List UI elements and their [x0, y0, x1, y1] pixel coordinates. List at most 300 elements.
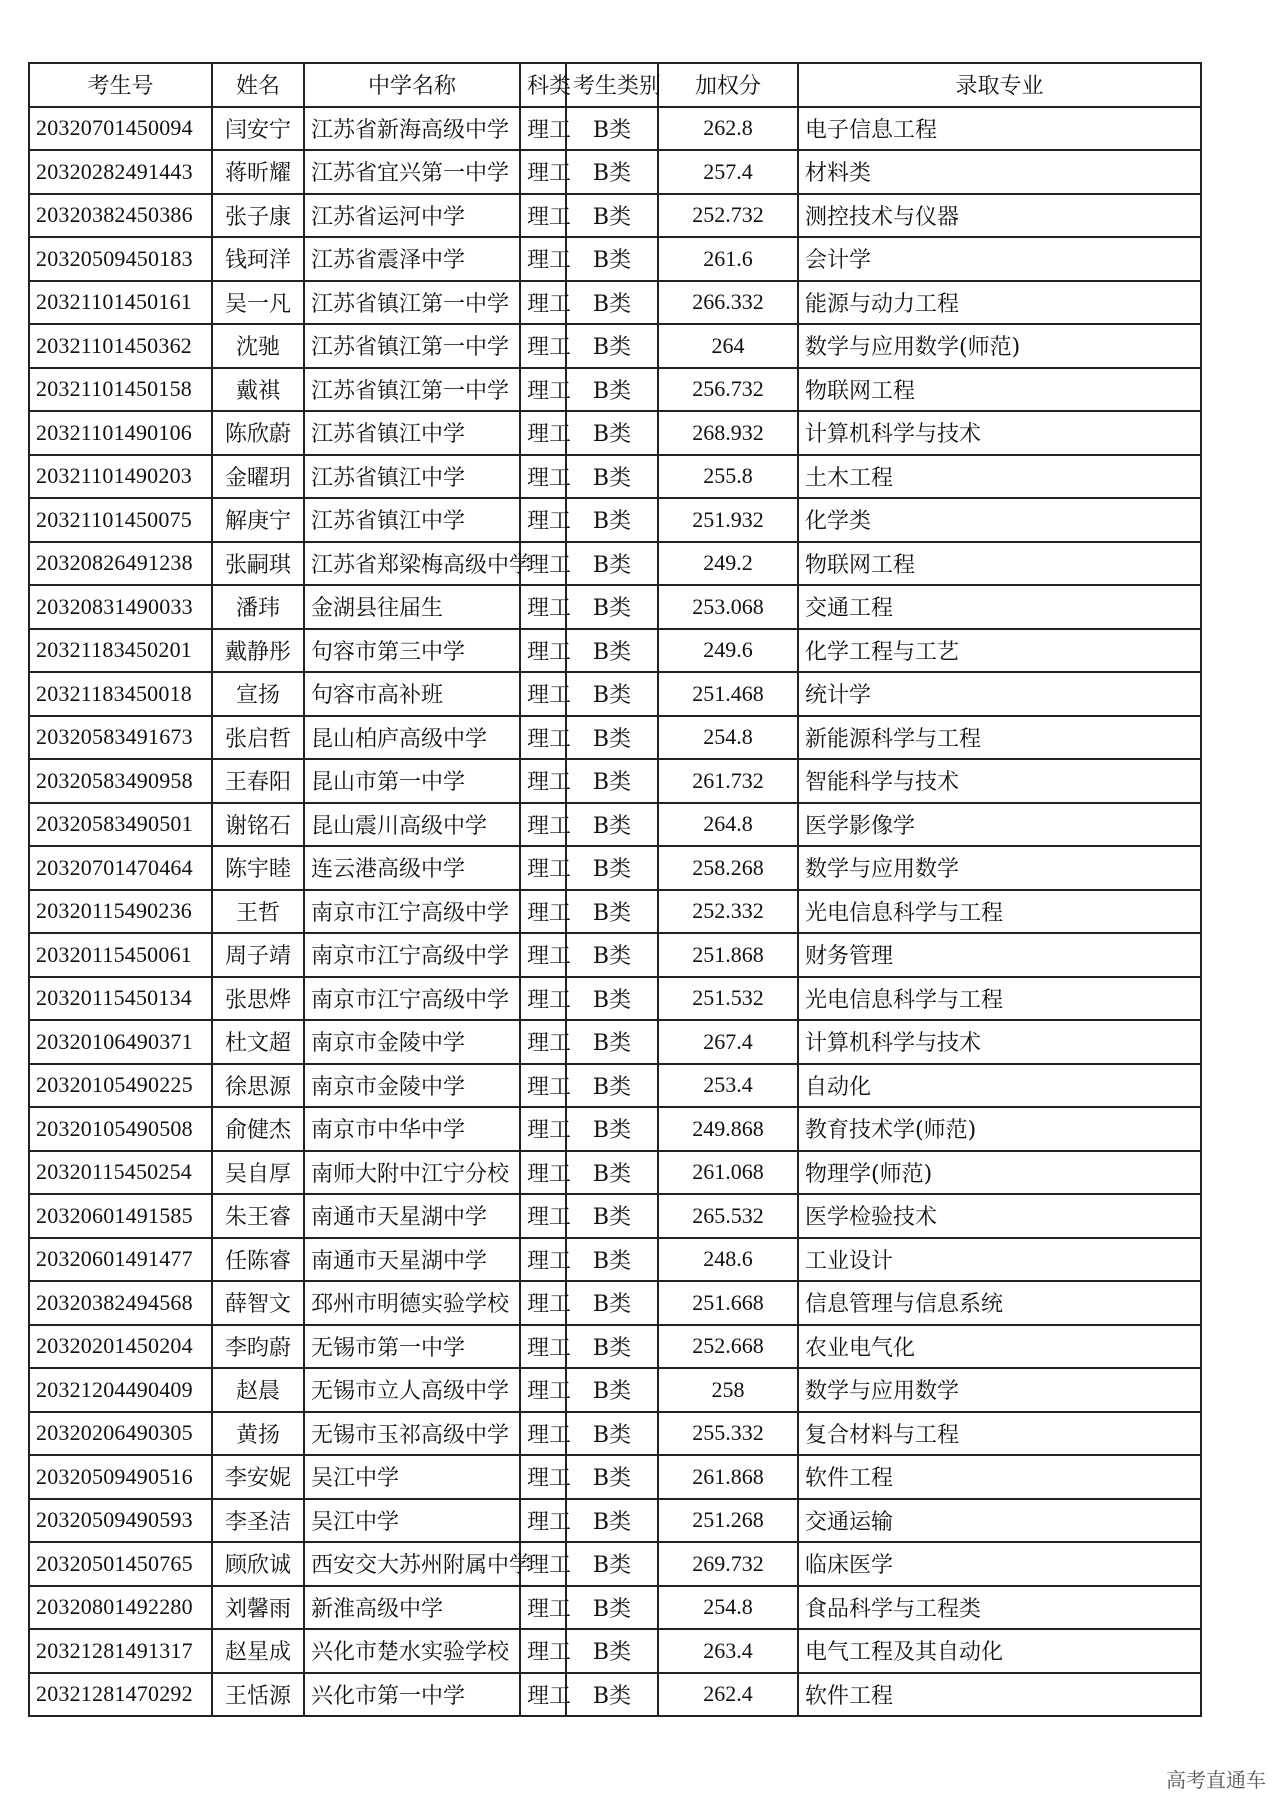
- cell-major: 数学与应用数学: [798, 846, 1201, 890]
- cell-category: B类: [566, 1194, 658, 1238]
- table-row: [29, 1542, 1201, 1586]
- cell-major: 农业电气化: [798, 1325, 1201, 1369]
- cell-subject: 理工: [520, 368, 566, 412]
- cell-category: B类: [566, 1673, 658, 1717]
- header-major: 录取专业: [798, 63, 1201, 107]
- cell-score: 249.868: [658, 1107, 798, 1151]
- cell-subject: 理工: [520, 281, 566, 325]
- cell-school: 兴化市第一中学: [304, 1673, 520, 1717]
- cell-major: 医学检验技术: [798, 1194, 1201, 1238]
- cell-student-id: 20320509490516: [29, 1455, 212, 1499]
- cell-score: 266.332: [658, 281, 798, 325]
- cell-score: 258: [658, 1368, 798, 1412]
- table-row: [29, 281, 1201, 325]
- cell-student-id: 20320509490593: [29, 1499, 212, 1543]
- cell-score: 249.2: [658, 542, 798, 586]
- cell-major: 食品科学与工程类: [798, 1586, 1201, 1630]
- cell-student-id: 20321183450201: [29, 629, 212, 673]
- cell-score: 268.932: [658, 411, 798, 455]
- cell-student-id: 20320115450254: [29, 1151, 212, 1195]
- cell-school: 江苏省镇江第一中学: [304, 368, 520, 412]
- cell-school: 新淮高级中学: [304, 1586, 520, 1630]
- cell-category: B类: [566, 1455, 658, 1499]
- cell-school: 昆山柏庐高级中学: [304, 716, 520, 760]
- cell-major: 智能科学与技术: [798, 759, 1201, 803]
- cell-student-id: 20320282491443: [29, 150, 212, 194]
- cell-student-id: 20320701470464: [29, 846, 212, 890]
- cell-category: B类: [566, 281, 658, 325]
- cell-score: 253.4: [658, 1064, 798, 1108]
- cell-major: 软件工程: [798, 1673, 1201, 1717]
- cell-category: B类: [566, 1238, 658, 1282]
- cell-subject: 理工: [520, 1107, 566, 1151]
- cell-score: 264.8: [658, 803, 798, 847]
- cell-student-id: 20320115490236: [29, 890, 212, 934]
- cell-student-id: 20320105490225: [29, 1064, 212, 1108]
- cell-school: 南师大附中江宁分校: [304, 1151, 520, 1195]
- cell-subject: 理工: [520, 1020, 566, 1064]
- cell-school: 邳州市明德实验学校: [304, 1281, 520, 1325]
- table-row: [29, 237, 1201, 281]
- cell-student-id: 20321101490203: [29, 455, 212, 499]
- cell-score: 251.668: [658, 1281, 798, 1325]
- cell-subject: 理工: [520, 1499, 566, 1543]
- cell-category: B类: [566, 933, 658, 977]
- cell-category: B类: [566, 1064, 658, 1108]
- cell-school: 昆山震川高级中学: [304, 803, 520, 847]
- cell-major: 土木工程: [798, 455, 1201, 499]
- table-row: [29, 846, 1201, 890]
- cell-student-id: 20321101450362: [29, 324, 212, 368]
- table-row: [29, 542, 1201, 586]
- table-body: [29, 107, 1201, 1717]
- cell-subject: 理工: [520, 1629, 566, 1673]
- table-row: [29, 1499, 1201, 1543]
- cell-name: 徐思源: [212, 1064, 304, 1108]
- cell-name: 沈驰: [212, 324, 304, 368]
- cell-subject: 理工: [520, 498, 566, 542]
- cell-school: 吴江中学: [304, 1455, 520, 1499]
- cell-score: 255.332: [658, 1412, 798, 1456]
- cell-category: B类: [566, 542, 658, 586]
- cell-major: 光电信息科学与工程: [798, 977, 1201, 1021]
- cell-student-id: 20320701450094: [29, 107, 212, 151]
- cell-category: B类: [566, 759, 658, 803]
- watermark-text: 高考直通车: [1166, 1768, 1266, 1792]
- cell-score: 265.532: [658, 1194, 798, 1238]
- table-row: [29, 585, 1201, 629]
- cell-score: 254.8: [658, 716, 798, 760]
- cell-score: 252.332: [658, 890, 798, 934]
- cell-name: 杜文超: [212, 1020, 304, 1064]
- cell-subject: 理工: [520, 1586, 566, 1630]
- cell-category: B类: [566, 150, 658, 194]
- table-row: [29, 1455, 1201, 1499]
- table-row: [29, 1064, 1201, 1108]
- table-row: [29, 716, 1201, 760]
- cell-category: B类: [566, 455, 658, 499]
- cell-name: 薛智文: [212, 1281, 304, 1325]
- cell-name: 戴祺: [212, 368, 304, 412]
- cell-subject: 理工: [520, 411, 566, 455]
- cell-name: 张嗣琪: [212, 542, 304, 586]
- table-row: [29, 1412, 1201, 1456]
- cell-student-id: 20320382450386: [29, 194, 212, 238]
- cell-student-id: 20321101490106: [29, 411, 212, 455]
- cell-score: 253.068: [658, 585, 798, 629]
- cell-name: 戴静彤: [212, 629, 304, 673]
- cell-major: 电子信息工程: [798, 107, 1201, 151]
- cell-category: B类: [566, 1325, 658, 1369]
- cell-student-id: 20320105490508: [29, 1107, 212, 1151]
- cell-major: 数学与应用数学: [798, 1368, 1201, 1412]
- table-row: [29, 455, 1201, 499]
- cell-name: 陈欣蔚: [212, 411, 304, 455]
- cell-school: 金湖县往届生: [304, 585, 520, 629]
- cell-category: B类: [566, 1629, 658, 1673]
- table-row: [29, 411, 1201, 455]
- cell-school: 南京市金陵中学: [304, 1020, 520, 1064]
- cell-school: 江苏省镇江中学: [304, 455, 520, 499]
- table-row: [29, 1151, 1201, 1195]
- cell-subject: 理工: [520, 1325, 566, 1369]
- cell-score: 264: [658, 324, 798, 368]
- cell-subject: 理工: [520, 759, 566, 803]
- cell-student-id: 20320382494568: [29, 1281, 212, 1325]
- cell-score: 251.932: [658, 498, 798, 542]
- cell-category: B类: [566, 1368, 658, 1412]
- cell-score: 254.8: [658, 1586, 798, 1630]
- cell-category: B类: [566, 1412, 658, 1456]
- cell-subject: 理工: [520, 716, 566, 760]
- cell-score: 262.4: [658, 1673, 798, 1717]
- cell-name: 宣扬: [212, 672, 304, 716]
- cell-major: 物联网工程: [798, 542, 1201, 586]
- cell-category: B类: [566, 585, 658, 629]
- header-score: 加权分: [658, 63, 798, 107]
- cell-student-id: 20320115450061: [29, 933, 212, 977]
- cell-name: 吴一凡: [212, 281, 304, 325]
- cell-student-id: 20320583491673: [29, 716, 212, 760]
- cell-major: 信息管理与信息系统: [798, 1281, 1201, 1325]
- cell-name: 张启哲: [212, 716, 304, 760]
- cell-name: 金曜玥: [212, 455, 304, 499]
- cell-subject: 理工: [520, 846, 566, 890]
- table-row: [29, 194, 1201, 238]
- cell-major: 交通工程: [798, 585, 1201, 629]
- cell-score: 262.8: [658, 107, 798, 151]
- cell-score: 248.6: [658, 1238, 798, 1282]
- cell-score: 269.732: [658, 1542, 798, 1586]
- cell-subject: 理工: [520, 1368, 566, 1412]
- cell-major: 化学类: [798, 498, 1201, 542]
- cell-student-id: 20320583490958: [29, 759, 212, 803]
- table-row: [29, 803, 1201, 847]
- cell-school: 兴化市楚水实验学校: [304, 1629, 520, 1673]
- cell-school: 江苏省镇江第一中学: [304, 324, 520, 368]
- cell-score: 261.732: [658, 759, 798, 803]
- table-row: [29, 890, 1201, 934]
- cell-category: B类: [566, 107, 658, 151]
- cell-category: B类: [566, 498, 658, 542]
- cell-major: 工业设计: [798, 1238, 1201, 1282]
- header-name: 姓名: [212, 63, 304, 107]
- cell-school: 句容市高补班: [304, 672, 520, 716]
- cell-score: 252.668: [658, 1325, 798, 1369]
- cell-category: B类: [566, 890, 658, 934]
- cell-student-id: 20320509450183: [29, 237, 212, 281]
- cell-category: B类: [566, 846, 658, 890]
- cell-name: 王春阳: [212, 759, 304, 803]
- cell-school: 江苏省镇江中学: [304, 411, 520, 455]
- cell-subject: 理工: [520, 1064, 566, 1108]
- cell-school: 南京市中华中学: [304, 1107, 520, 1151]
- cell-school: 句容市第三中学: [304, 629, 520, 673]
- cell-school: 南京市江宁高级中学: [304, 977, 520, 1021]
- header-student-id: 考生号: [29, 63, 212, 107]
- cell-major: 光电信息科学与工程: [798, 890, 1201, 934]
- cell-category: B类: [566, 1020, 658, 1064]
- table-row: [29, 629, 1201, 673]
- cell-subject: 理工: [520, 585, 566, 629]
- cell-student-id: 20321101450075: [29, 498, 212, 542]
- cell-major: 化学工程与工艺: [798, 629, 1201, 673]
- table-row: [29, 1629, 1201, 1673]
- cell-name: 黄扬: [212, 1412, 304, 1456]
- cell-student-id: 20321281470292: [29, 1673, 212, 1717]
- cell-subject: 理工: [520, 1151, 566, 1195]
- cell-score: 258.268: [658, 846, 798, 890]
- cell-major: 自动化: [798, 1064, 1201, 1108]
- cell-school: 南京市金陵中学: [304, 1064, 520, 1108]
- cell-name: 陈宇睦: [212, 846, 304, 890]
- cell-school: 无锡市第一中学: [304, 1325, 520, 1369]
- cell-major: 医学影像学: [798, 803, 1201, 847]
- cell-name: 李安妮: [212, 1455, 304, 1499]
- cell-score: 251.532: [658, 977, 798, 1021]
- cell-name: 李昀蔚: [212, 1325, 304, 1369]
- cell-student-id: 20320115450134: [29, 977, 212, 1021]
- cell-name: 李圣洁: [212, 1499, 304, 1543]
- cell-student-id: 20321183450018: [29, 672, 212, 716]
- table-row: [29, 1194, 1201, 1238]
- table-row: [29, 1325, 1201, 1369]
- cell-score: 267.4: [658, 1020, 798, 1064]
- cell-school: 南通市天星湖中学: [304, 1238, 520, 1282]
- cell-score: 251.268: [658, 1499, 798, 1543]
- table-row: [29, 759, 1201, 803]
- cell-major: 数学与应用数学(师范): [798, 324, 1201, 368]
- cell-subject: 理工: [520, 194, 566, 238]
- cell-major: 财务管理: [798, 933, 1201, 977]
- cell-school: 江苏省新海高级中学: [304, 107, 520, 151]
- cell-category: B类: [566, 672, 658, 716]
- cell-major: 能源与动力工程: [798, 281, 1201, 325]
- cell-major: 物理学(师范): [798, 1151, 1201, 1195]
- cell-category: B类: [566, 1281, 658, 1325]
- cell-name: 张思烨: [212, 977, 304, 1021]
- table-row: [29, 1368, 1201, 1412]
- cell-student-id: 20320583490501: [29, 803, 212, 847]
- cell-major: 教育技术学(师范): [798, 1107, 1201, 1151]
- cell-score: 261.6: [658, 237, 798, 281]
- cell-name: 闫安宁: [212, 107, 304, 151]
- cell-student-id: 20320601491585: [29, 1194, 212, 1238]
- cell-name: 刘馨雨: [212, 1586, 304, 1630]
- table-row: [29, 498, 1201, 542]
- cell-name: 谢铭石: [212, 803, 304, 847]
- cell-subject: 理工: [520, 890, 566, 934]
- cell-school: 无锡市玉祁高级中学: [304, 1412, 520, 1456]
- cell-score: 252.732: [658, 194, 798, 238]
- cell-subject: 理工: [520, 1673, 566, 1717]
- cell-name: 潘玮: [212, 585, 304, 629]
- cell-category: B类: [566, 629, 658, 673]
- cell-school: 江苏省镇江中学: [304, 498, 520, 542]
- cell-category: B类: [566, 1107, 658, 1151]
- table-row: [29, 1673, 1201, 1717]
- table-row: [29, 1238, 1201, 1282]
- cell-school: 西安交大苏州附属中学: [304, 1542, 520, 1586]
- cell-school: 无锡市立人高级中学: [304, 1368, 520, 1412]
- cell-student-id: 20321281491317: [29, 1629, 212, 1673]
- cell-name: 俞健杰: [212, 1107, 304, 1151]
- cell-name: 赵晨: [212, 1368, 304, 1412]
- admission-table: [28, 62, 1202, 1717]
- cell-name: 王哲: [212, 890, 304, 934]
- cell-school: 昆山市第一中学: [304, 759, 520, 803]
- cell-category: B类: [566, 977, 658, 1021]
- table-row: [29, 933, 1201, 977]
- cell-subject: 理工: [520, 237, 566, 281]
- cell-score: 256.732: [658, 368, 798, 412]
- header-school: 中学名称: [304, 63, 520, 107]
- cell-subject: 理工: [520, 1238, 566, 1282]
- cell-major: 会计学: [798, 237, 1201, 281]
- header-category: 考生类别: [566, 63, 658, 107]
- cell-name: 周子靖: [212, 933, 304, 977]
- cell-category: B类: [566, 368, 658, 412]
- cell-category: B类: [566, 716, 658, 760]
- cell-category: B类: [566, 411, 658, 455]
- cell-score: 255.8: [658, 455, 798, 499]
- cell-school: 南通市天星湖中学: [304, 1194, 520, 1238]
- cell-major: 计算机科学与技术: [798, 1020, 1201, 1064]
- cell-major: 统计学: [798, 672, 1201, 716]
- table-row: [29, 368, 1201, 412]
- cell-major: 材料类: [798, 150, 1201, 194]
- cell-score: 263.4: [658, 1629, 798, 1673]
- cell-score: 251.868: [658, 933, 798, 977]
- cell-score: 257.4: [658, 150, 798, 194]
- cell-school: 南京市江宁高级中学: [304, 890, 520, 934]
- header-subject: 科类: [520, 63, 566, 107]
- cell-major: 软件工程: [798, 1455, 1201, 1499]
- cell-major: 电气工程及其自动化: [798, 1629, 1201, 1673]
- cell-major: 计算机科学与技术: [798, 411, 1201, 455]
- cell-name: 赵星成: [212, 1629, 304, 1673]
- cell-name: 任陈睿: [212, 1238, 304, 1282]
- cell-subject: 理工: [520, 1281, 566, 1325]
- table-row: [29, 107, 1201, 151]
- cell-student-id: 20320501450765: [29, 1542, 212, 1586]
- cell-major: 复合材料与工程: [798, 1412, 1201, 1456]
- cell-category: B类: [566, 194, 658, 238]
- table-row: [29, 1020, 1201, 1064]
- cell-subject: 理工: [520, 803, 566, 847]
- cell-student-id: 20321101450161: [29, 281, 212, 325]
- cell-student-id: 20320826491238: [29, 542, 212, 586]
- table-row: [29, 1281, 1201, 1325]
- cell-school: 江苏省镇江第一中学: [304, 281, 520, 325]
- cell-subject: 理工: [520, 1412, 566, 1456]
- cell-major: 物联网工程: [798, 368, 1201, 412]
- cell-score: 261.068: [658, 1151, 798, 1195]
- cell-subject: 理工: [520, 324, 566, 368]
- cell-subject: 理工: [520, 672, 566, 716]
- cell-name: 顾欣诚: [212, 1542, 304, 1586]
- cell-category: B类: [566, 803, 658, 847]
- cell-school: 江苏省宜兴第一中学: [304, 150, 520, 194]
- cell-subject: 理工: [520, 1455, 566, 1499]
- cell-major: 临床医学: [798, 1542, 1201, 1586]
- cell-student-id: 20320831490033: [29, 585, 212, 629]
- cell-student-id: 20320201450204: [29, 1325, 212, 1369]
- cell-school: 江苏省郑梁梅高级中学: [304, 542, 520, 586]
- cell-subject: 理工: [520, 933, 566, 977]
- table-row: [29, 1586, 1201, 1630]
- cell-subject: 理工: [520, 542, 566, 586]
- cell-student-id: 20320206490305: [29, 1412, 212, 1456]
- cell-subject: 理工: [520, 107, 566, 151]
- cell-category: B类: [566, 324, 658, 368]
- cell-student-id: 20320801492280: [29, 1586, 212, 1630]
- cell-name: 蒋昕耀: [212, 150, 304, 194]
- cell-subject: 理工: [520, 150, 566, 194]
- cell-major: 测控技术与仪器: [798, 194, 1201, 238]
- cell-name: 张子康: [212, 194, 304, 238]
- table-row: [29, 977, 1201, 1021]
- cell-name: 解庚宁: [212, 498, 304, 542]
- cell-school: 南京市江宁高级中学: [304, 933, 520, 977]
- cell-student-id: 20321101450158: [29, 368, 212, 412]
- cell-name: 朱王睿: [212, 1194, 304, 1238]
- table-row: [29, 1107, 1201, 1151]
- cell-major: 交通运输: [798, 1499, 1201, 1543]
- table-row: [29, 324, 1201, 368]
- cell-subject: 理工: [520, 455, 566, 499]
- cell-student-id: 20320601491477: [29, 1238, 212, 1282]
- cell-category: B类: [566, 1151, 658, 1195]
- cell-category: B类: [566, 1542, 658, 1586]
- cell-subject: 理工: [520, 977, 566, 1021]
- table-row: [29, 150, 1201, 194]
- cell-name: 吴自厚: [212, 1151, 304, 1195]
- cell-name: 王恬源: [212, 1673, 304, 1717]
- cell-subject: 理工: [520, 1194, 566, 1238]
- table-header-row: [29, 63, 1201, 107]
- cell-category: B类: [566, 237, 658, 281]
- cell-subject: 理工: [520, 629, 566, 673]
- cell-name: 钱珂洋: [212, 237, 304, 281]
- cell-school: 江苏省运河中学: [304, 194, 520, 238]
- cell-student-id: 20320106490371: [29, 1020, 212, 1064]
- cell-category: B类: [566, 1499, 658, 1543]
- cell-major: 新能源科学与工程: [798, 716, 1201, 760]
- cell-school: 吴江中学: [304, 1499, 520, 1543]
- cell-score: 251.468: [658, 672, 798, 716]
- cell-school: 江苏省震泽中学: [304, 237, 520, 281]
